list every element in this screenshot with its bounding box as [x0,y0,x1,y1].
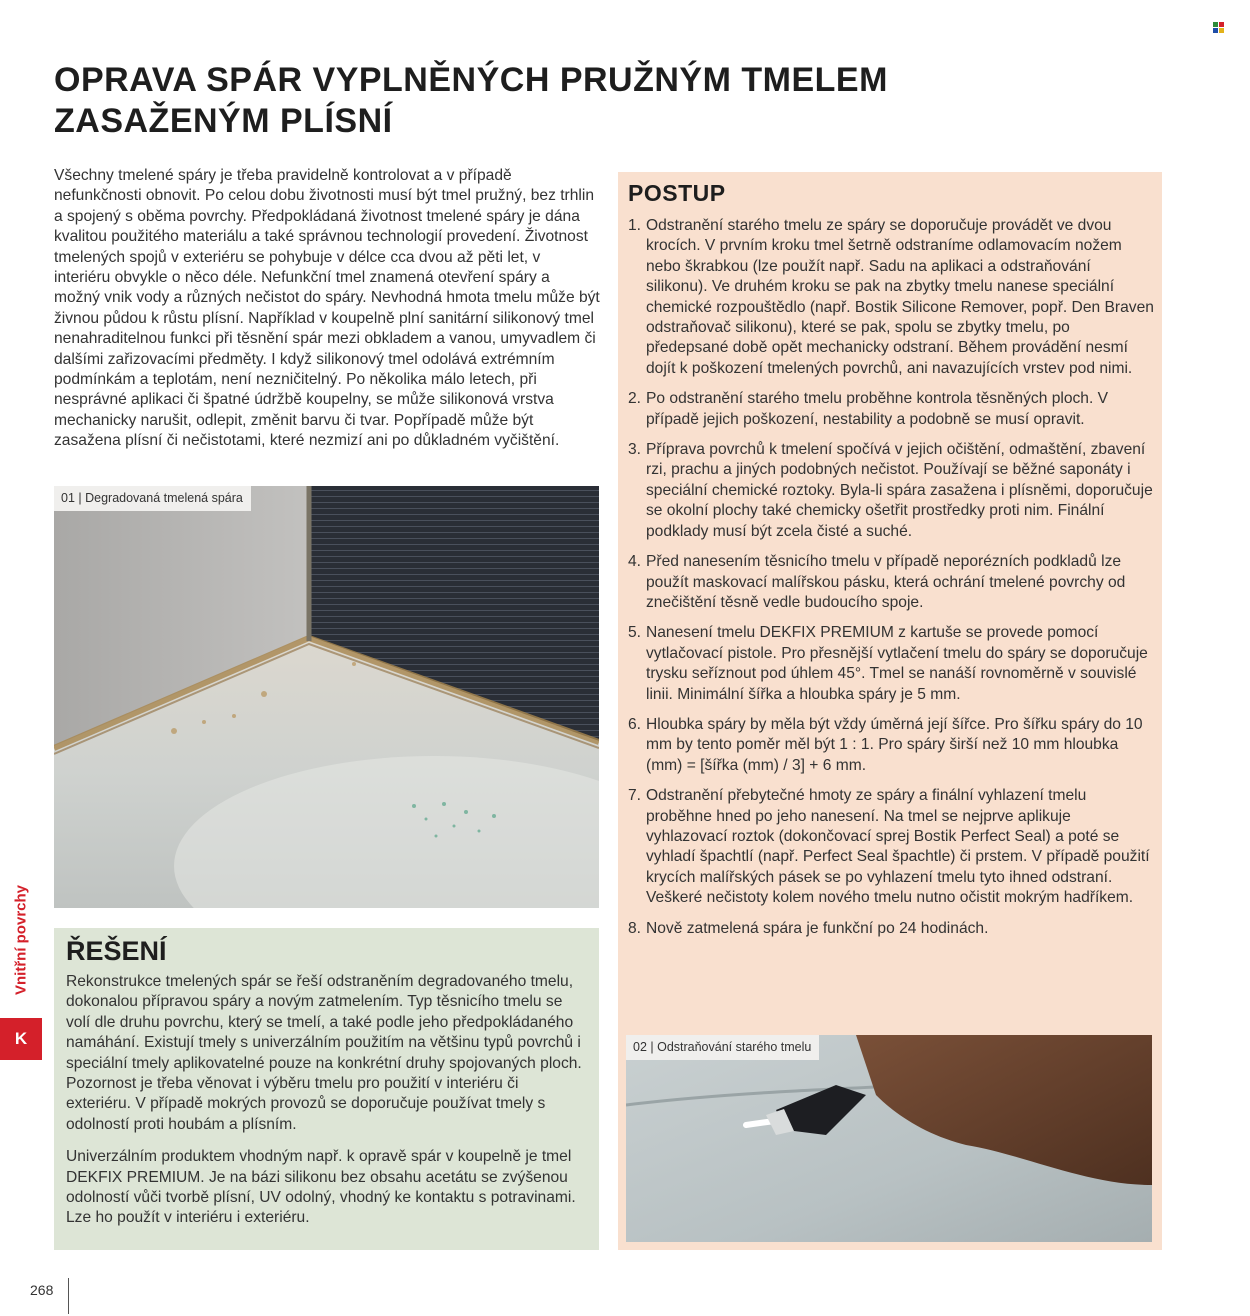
postup-step: 7. Odstranění přebytečné hmoty ze spáry a finální vyhlazení tmelu proběhne hned po jeho nanesení. Na tmel se nejprve aplikuje vyhlazovací roztok (dokončovací sprej Bostik Perfect Seal) a poté se vyhladí špachtlí (např. Perfect Seal špachtle) či prstem. V případě použití krycích malířských pásek se po vyhlazení tmelu tyto ihned odstraní. Veškeré nečistoty kolem nového tmelu nutno očistit mokrým hadříkem. [628,787,1150,907]
reseni-box [54,928,599,1250]
reseni-paragraph-2: Univerzálním produktem vhodným např. k opravě spár v koupelně je tmel DEKFIX PREMIUM. Je na bázi silikonu bez obsahu acetátu se zvýšenou odolností vůči tvorbě plísní, UV odolný, vhodný ke kontaktu s potravinami. Lze ho použít v interiéru i exteriéru. [66,1148,576,1227]
postup-step: 2. Po odstranění starého tmelu proběhne kontrola těsněných ploch. V případě jejich poškození, nestability a podobně se musí opravit. [628,390,1109,428]
postup-step: 6. Hloubka spáry by měla být vždy úměrná její šířce. Pro šířku spáry do 10 mm by tento poměr měl být 1 : 1. Pro spáry širší než 10 mm hloubka (mm) = [šířka (mm) / 3] + 6 mm. [628,715,1143,774]
section-side-label: Vnitřní povrchy [12,884,30,996]
photo2-caption: 02 | Odstraňování starého tmelu [626,1035,819,1060]
page-divider [68,1278,69,1314]
photo-removing-sealant [626,1035,1152,1242]
section-badge: K [0,1018,42,1060]
page-number: 268 [30,1282,54,1298]
postup-step: 8. Nově zatmelená spára je funkční po 24 hodinách. [628,919,989,937]
photo1-caption: 01 | Degradovaná tmelená spára [54,486,251,511]
intro-paragraph: Všechny tmelené spáry je třeba pravidelně kontrolovat a v případě nefunkčnosti obnovit. Po celou dobu životnosti musí být tmel pružný, bez trhlin a spojený s oběma povrchy. Předpokládaná životnost tmelené spáry je dána kvalitou použitého materiálu a také správnou technologií provedení. Životnost tmelených spojů v exteriéru se pohybuje v délce cca dvou až pěti let, v interiéru obvykle o něco déle. Nefunkční tmel znamená otevření spáry a možný vnik vody a různých nečistot do spáry. Nevhodná hmota tmelu může být živnou půdou k růstu plísní. Například v koupelně plní sanitární silikonový tmel nenahraditelnou funkci při těsnění spár mezi obkladem a vanou, umyvadlem či dalšími zařizovacími předměty. I když silikonový tmel odolává extrémním podmínkám a teplotám, není nezničitelný. Po několika málo letech, při nesprávné aplikaci či špatné údržbě koupelny, se může silikonová vrstva mechanicky narušit, odlepit, změnit barvu či tvar. Popřípadě může být zasažena plísní či nečistotami, které nezmizí ani po důkladném vyčištění. [54,167,600,450]
photo-degraded-joint [54,486,599,908]
postup-step: 5. Nanesení tmelu DEKFIX PREMIUM z kartuše se provede pomocí vytlačovací pistole. Pro přesnější vytlačení tmelu do spáry se doporučuje trysku seříznout pod úhlem 45°. Tmel se nanáší rovnoměrně v souvislé linii. Minimální šířka a hloubka spáry je 5 mm. [628,624,1148,703]
reseni-heading: ŘEŠENÍ [66,936,167,966]
degraded-joint-image [54,486,599,908]
corner-mark-icon [1213,22,1225,34]
reseni-paragraph-1: Rekonstrukce tmelených spár se řeší odstraněním degradovaného tmelu, dokonalou přípravou spáry a novým zatmelením. Typ těsnicího tmelu se volí dle druhu povrchu, který se tmelí, a také podle jeho předpokládaného namáhání. Existují tmely s univerzálním použitím na většinu typů povrchů i speciální tmely aplikovatelné pouze na konkrétní druhy spojovaných ploch. Pozornost je třeba věnovat i výběru tmelu pro použití v interiéru či exteriéru. V případě mokrých provozů se doporučuje používat tmely s odolností proti houbám a plísním. [66,973,582,1133]
postup-step: 3. Příprava povrchů k tmelení spočívá v jejich očištění, odmaštění, zbavení rzi, prachu a jiných podobných nečistot. Používají se běžné saponáty i speciální chemické roztoky. Byla-li spára zasažena i plísněmi, doporučuje se okolní plochy také chemicky ošetřit prostředky proti nim. Finální podklady musí být zcela čisté a suché. [628,441,1153,540]
postup-steps [628,216,1154,939]
postup-heading: POSTUP [628,180,726,206]
removing-sealant-image [626,1035,1152,1242]
postup-step: 4. Před nanesením těsnicího tmelu v případě neporézních podkladů lze použít maskovací malířskou pásku, která ochrání tmelené povrchy od znečištění těsně vedle budoucího spoje. [628,553,1126,611]
page-title: OPRAVA SPÁR VYPLNĚNÝCH PRUŽNÝM TMELEM ZASAŽENÝM PLÍSNÍ [54,61,888,140]
postup-step: 1. Odstranění starého tmelu ze spáry se doporučuje provádět ve dvou krocích. V prvním kroku tmel šetrně odstraníme odlamovacím nožem nebo škrabkou (lze použít např. Sadu na aplikaci a odstraňování silikonu). Ve druhém kroku se pak na zbytky tmelu nanese speciální chemické rozpouštědlo (např. Bostik Silicone Remover, popř. Den Braven odstraňovač silikonu), které se pak, spolu se zbytky tmelu, po předepsané době opět mechanicky odstraní. Během provádění nesmí dojít k poškození tmelených povrchů, ani navazujících vrstev pod nimi. [628,217,1154,377]
